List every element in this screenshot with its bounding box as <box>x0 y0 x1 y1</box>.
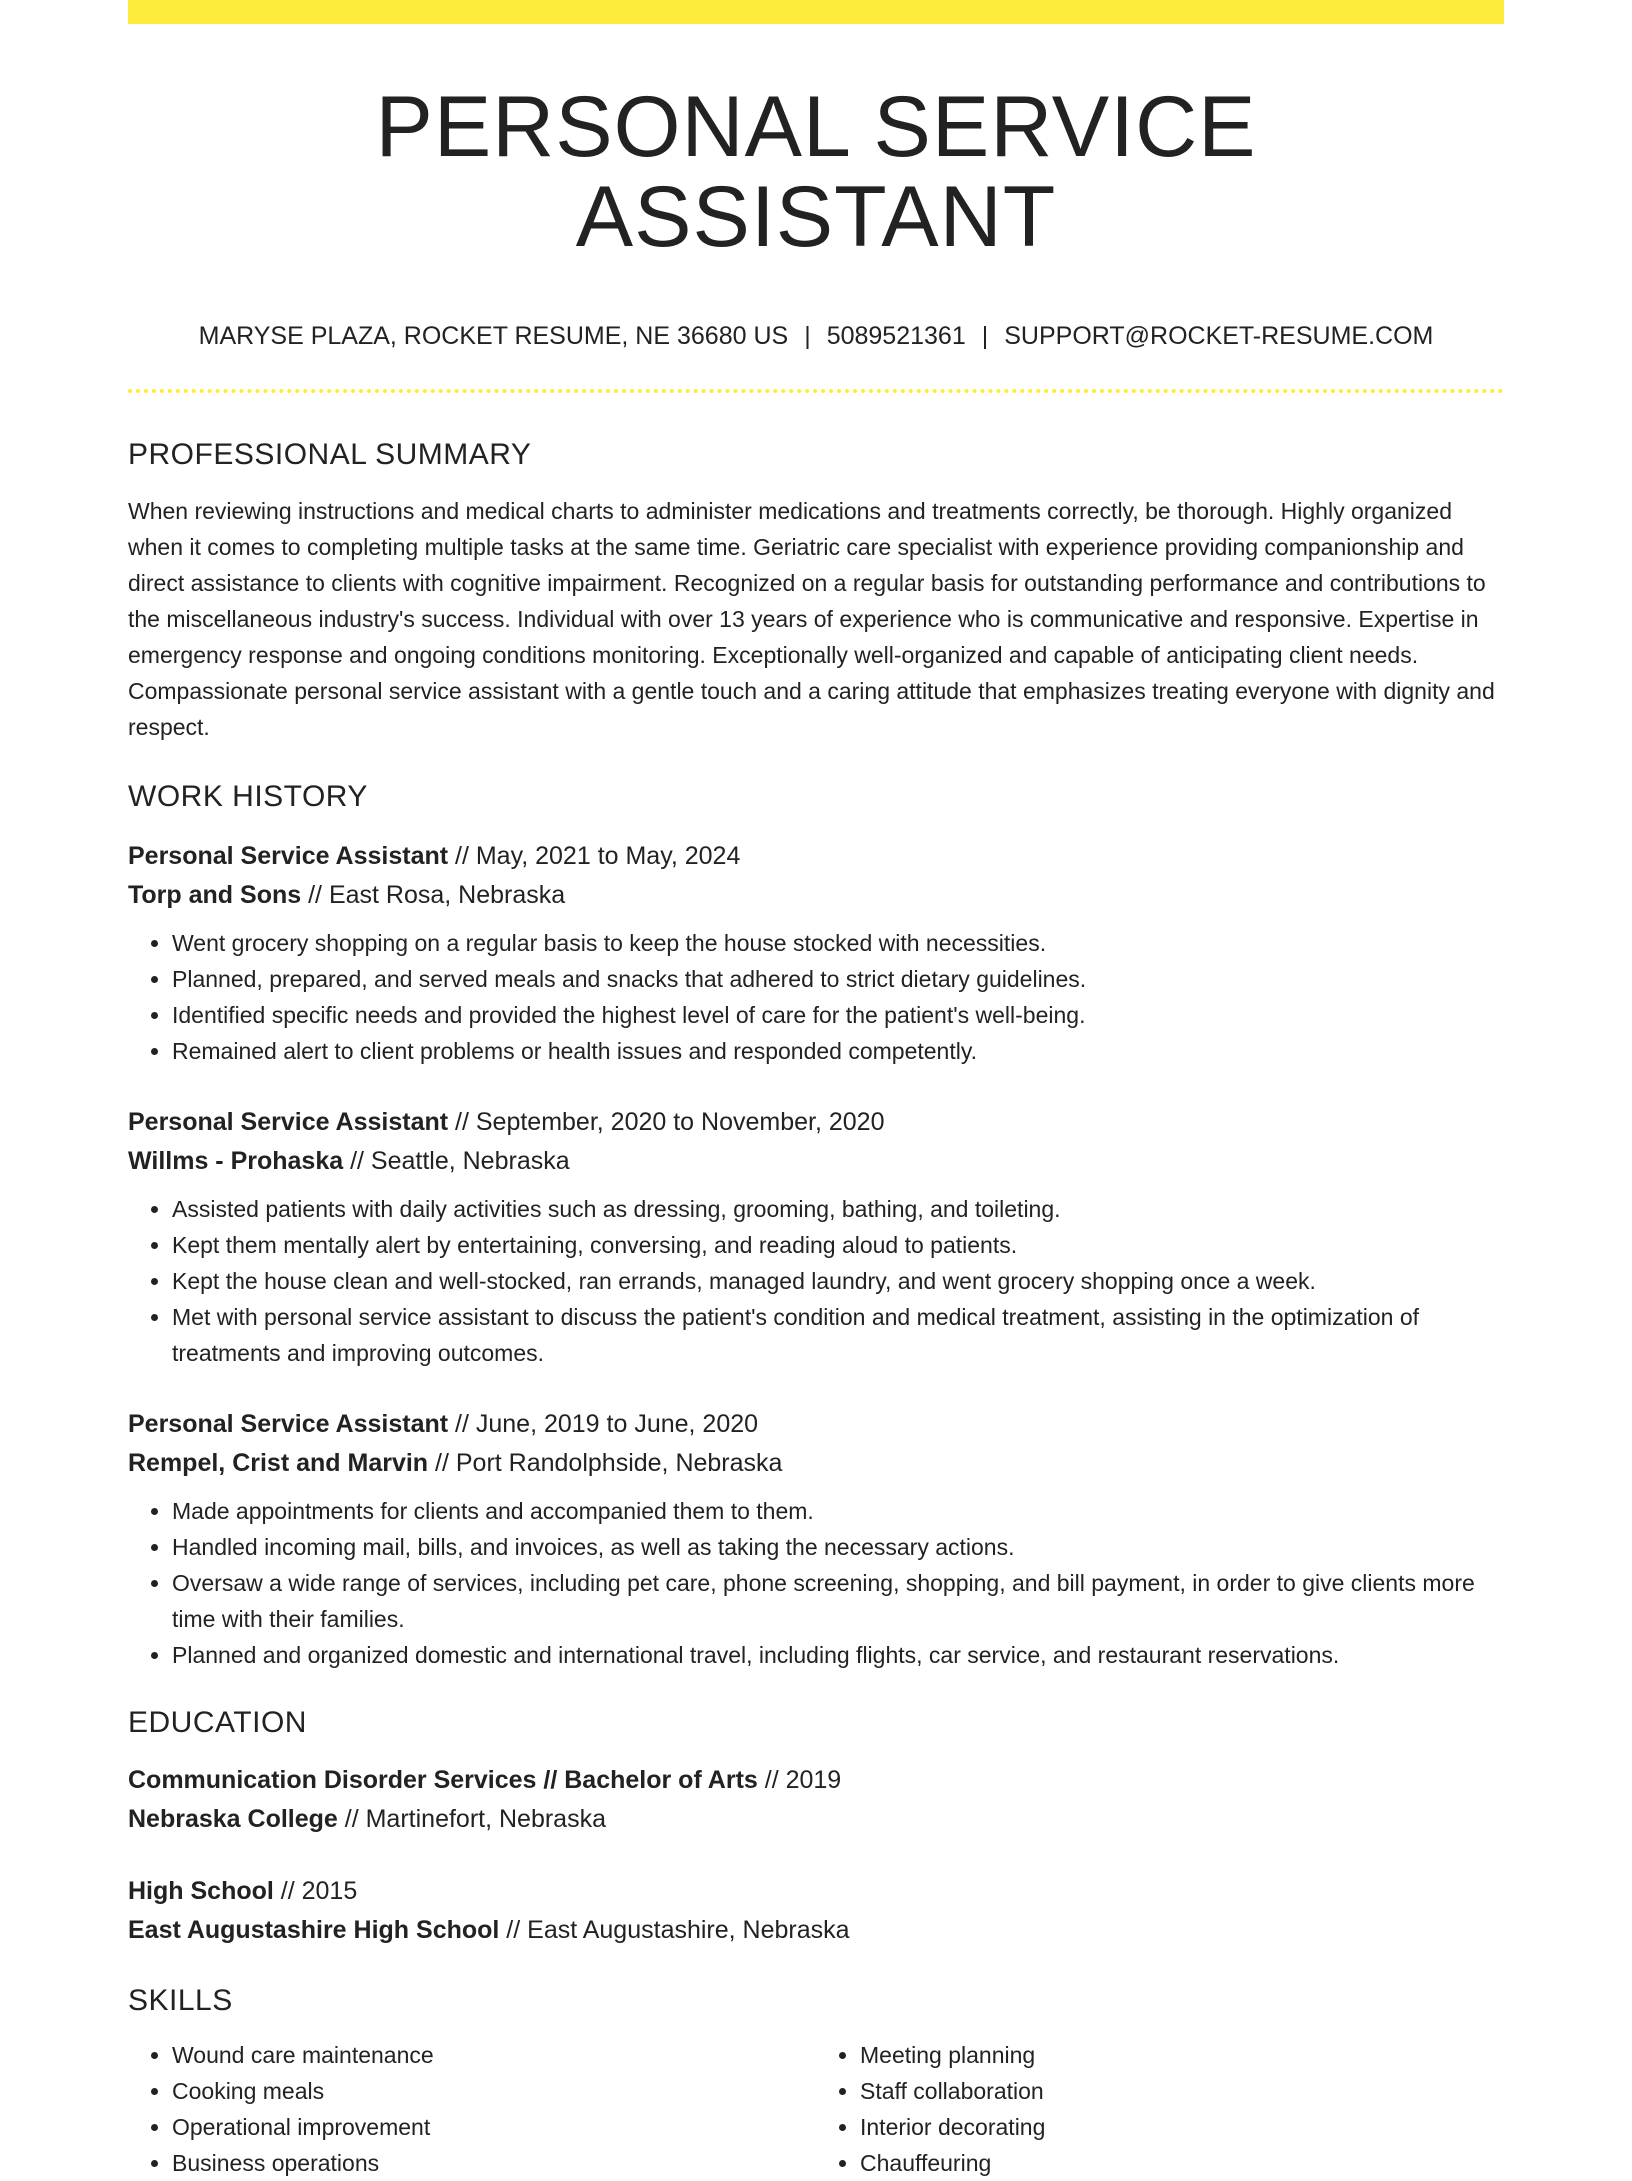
education-heading <box>128 1761 1504 1800</box>
education-entry <box>128 1872 1504 1950</box>
education-location: // Martinefort, Nebraska <box>337 1804 606 1833</box>
education-entry <box>128 1761 1504 1839</box>
education-degree: High School <box>128 1876 274 1905</box>
job-company: Rempel, Crist and Marvin <box>128 1448 429 1477</box>
contact-separator: | <box>804 321 811 350</box>
skills-list <box>128 2037 1504 2181</box>
contact-line <box>128 321 1504 351</box>
job-role: Personal Service Assistant <box>128 1409 449 1438</box>
job-company: Willms - Prohaska <box>128 1146 344 1175</box>
job-heading <box>128 837 1504 876</box>
dotted-divider <box>128 389 1504 393</box>
list-item: • Meeting planning <box>860 2037 1504 2073</box>
resume-page <box>128 0 1504 2181</box>
list-item: • Kept them mentally alert by entertaining, conversing, and reading aloud to patients. <box>172 1227 1504 1263</box>
contact-phone: 5089521361 <box>826 321 966 350</box>
job-location: // Port Randolphside, Nebraska <box>428 1448 783 1477</box>
job-dates: // June, 2019 to June, 2020 <box>448 1409 759 1438</box>
job-company: Torp and Sons <box>128 880 302 909</box>
job-bullets <box>128 925 1504 1069</box>
job-heading <box>128 1405 1504 1444</box>
education-school: Nebraska College <box>128 1804 338 1833</box>
top-accent-bar <box>128 0 1504 24</box>
list-item: • Made appointments for clients and accompanied them to them. <box>172 1493 1504 1529</box>
education-year: // 2019 <box>757 1765 842 1794</box>
list-item: • Business operations <box>172 2145 816 2181</box>
summary-text: When reviewing instructions and medical charts to administer medications and treatments correctly, be thorough. Highly organized when it comes to completing multiple tasks at the same time. Geriatric care specialist with experience providing companionship and direct assistance to clients with cognitive impairment. Recognized on a regular basis for outstanding performance and contributions to the miscellaneous industry's success. Individual with over 13 years of experience who is communicative and responsive. Expertise in emergency response and ongoing conditions monitoring. Exceptionally well-organized and capable of anticipating client needs. Compassionate personal service assistant with a gentle touch and a caring attitude that emphasizes treating everyone with dignity and respect. <box>128 497 1495 740</box>
education-year: // 2015 <box>273 1876 358 1905</box>
list-item: • Chauffeuring <box>860 2145 1504 2181</box>
section-title-work-history: WORK HISTORY <box>128 779 368 813</box>
contact-email: SUPPORT@ROCKET-RESUME.COM <box>1004 321 1434 350</box>
education-institution <box>128 1911 1504 1950</box>
job-heading <box>128 1103 1504 1142</box>
job-role: Personal Service Assistant <box>128 1107 449 1136</box>
skills-column-left <box>128 2037 816 2181</box>
list-item: • Oversaw a wide range of services, including pet care, phone screening, shopping, and bill payment, in order to give clients more time with their families. <box>172 1565 1504 1637</box>
job-location: // Seattle, Nebraska <box>343 1146 570 1175</box>
job-employer <box>128 1142 1504 1181</box>
job-employer <box>128 1444 1504 1483</box>
section-title-skills: SKILLS <box>128 1983 233 2017</box>
job-entry <box>128 837 1504 1069</box>
job-dates: // May, 2021 to May, 2024 <box>448 841 741 870</box>
list-item: • Kept the house clean and well-stocked, ran errands, managed laundry, and went grocery shopping once a week. <box>172 1263 1504 1299</box>
list-item: • Identified specific needs and provided the highest level of care for the patient's well-being. <box>172 997 1504 1033</box>
job-bullets <box>128 1191 1504 1371</box>
job-bullets <box>128 1493 1504 1673</box>
list-item: • Operational improvement <box>172 2109 816 2145</box>
list-item: • Wound care maintenance <box>172 2037 816 2073</box>
list-item: • Assisted patients with daily activities such as dressing, grooming, bathing, and toileting. <box>172 1191 1504 1227</box>
list-item: • Went grocery shopping on a regular basis to keep the house stocked with necessities. <box>172 925 1504 961</box>
resume-title: PERSONAL SERVICE ASSISTANT <box>375 79 1257 266</box>
education-institution <box>128 1800 1504 1839</box>
list-item: • Planned, prepared, and served meals and snacks that adhered to strict dietary guidelines. <box>172 961 1504 997</box>
list-item: • Interior decorating <box>860 2109 1504 2145</box>
education-location: // East Augustashire, Nebraska <box>499 1915 850 1944</box>
job-entry <box>128 1405 1504 1673</box>
education-school: East Augustashire High School <box>128 1915 500 1944</box>
job-entry <box>128 1103 1504 1371</box>
education-heading <box>128 1872 1504 1911</box>
job-role: Personal Service Assistant <box>128 841 449 870</box>
job-employer <box>128 876 1504 915</box>
list-item: • Handled incoming mail, bills, and invoices, as well as taking the necessary actions. <box>172 1529 1504 1565</box>
list-item: • Planned and organized domestic and international travel, including flights, car service, and restaurant reservations. <box>172 1637 1504 1673</box>
job-location: // East Rosa, Nebraska <box>301 880 566 909</box>
list-item: • Cooking meals <box>172 2073 816 2109</box>
education-degree: Communication Disorder Services // Bachelor of Arts <box>128 1765 758 1794</box>
job-dates: // September, 2020 to November, 2020 <box>448 1107 885 1136</box>
skills-column-right <box>816 2037 1504 2181</box>
contact-address: MARYSE PLAZA, ROCKET RESUME, NE 36680 US <box>198 321 789 350</box>
list-item: • Met with personal service assistant to discuss the patient's condition and medical treatment, assisting in the optimization of treatments and improving outcomes. <box>172 1299 1504 1371</box>
section-title-education: EDUCATION <box>128 1705 307 1739</box>
contact-separator: | <box>981 321 989 350</box>
list-item: • Staff collaboration <box>860 2073 1504 2109</box>
section-title-summary: PROFESSIONAL SUMMARY <box>128 437 532 471</box>
list-item: • Remained alert to client problems or health issues and responded competently. <box>172 1033 1504 1069</box>
